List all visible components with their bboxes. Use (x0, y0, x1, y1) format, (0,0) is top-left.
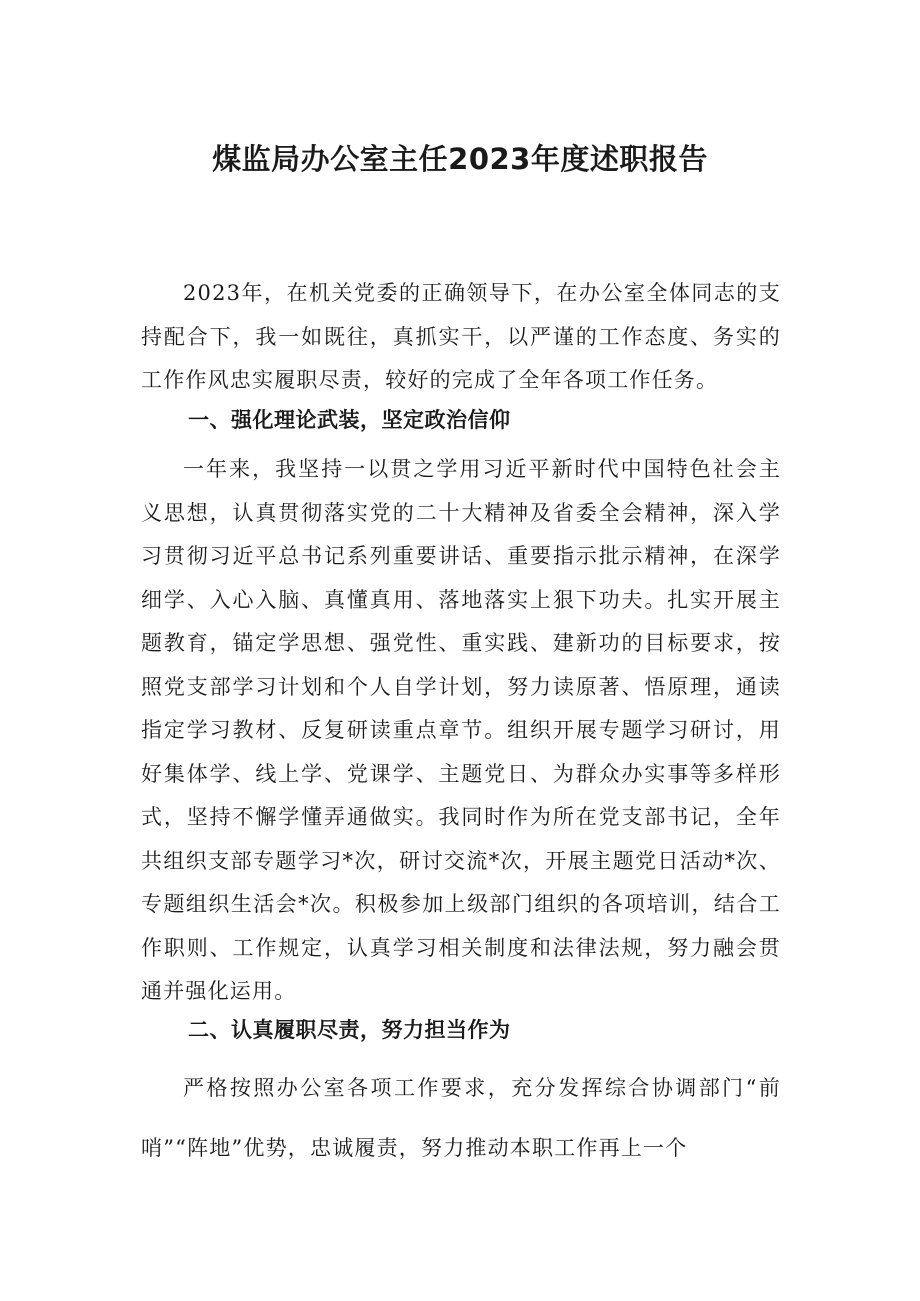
section1-paragraph: 一年来，我坚持一以贯之学用习近平新时代中国特色社会主义思想，认真贯彻落实党的二十大精神及省委全会精神，深入学习贯彻习近平总书记系列重要讲话、重要指示批示精神，在深学细学、入心入脑、真懂真用、落地落实上狠下功夫。扎实开展主题教育，锚定学思想、强党性、重实践、建新功的目标要求，按照党支部学习计划和个人自学计划，努力读原著、悟原理，通读指定学习教材、反复研读重点章节。组织开展专题学习研讨，用好集体学、线上学、党课学、主题党日、为群众办实事等多样形式，坚持不懈学懂弄通做实。我同时作为所在党支部书记，全年共组织支部专题学习*次，研讨交流*次，开展主题党日活动*次、专题组织生活会*次。积极参加上级部门组织的各项培训，结合工作职则、工作规定，认真学习相关制度和法律法规，努力融会贯通并强化运用。 (141, 457, 781, 1003)
section1-paragraph-block (141, 448, 781, 1014)
section2-paragraph-block (141, 1058, 781, 1178)
section2-heading: 二、认真履职尽责，努力担当作为 (188, 1018, 511, 1042)
intro-paragraph-block (141, 272, 781, 403)
intro-paragraph: 2023年，在机关党委的正确领导下，在办公室全体同志的支持配合下，我一如既往，真抓实干，以严谨的工作态度、务实的工作作风忠实履职尽责，较好的完成了全年各项工作任务。 (141, 281, 781, 392)
section2-paragraph: 严格按照办公室各项工作要求，充分发挥综合协调部门“前哨”“阵地”优势，忠诚履责，努力推动本职工作再上一个 (141, 1076, 781, 1160)
section1-heading: 一、强化理论武装，坚定政治信仰 (188, 408, 511, 432)
document-title: 煤监局办公室主任2023年度述职报告 (212, 142, 708, 177)
